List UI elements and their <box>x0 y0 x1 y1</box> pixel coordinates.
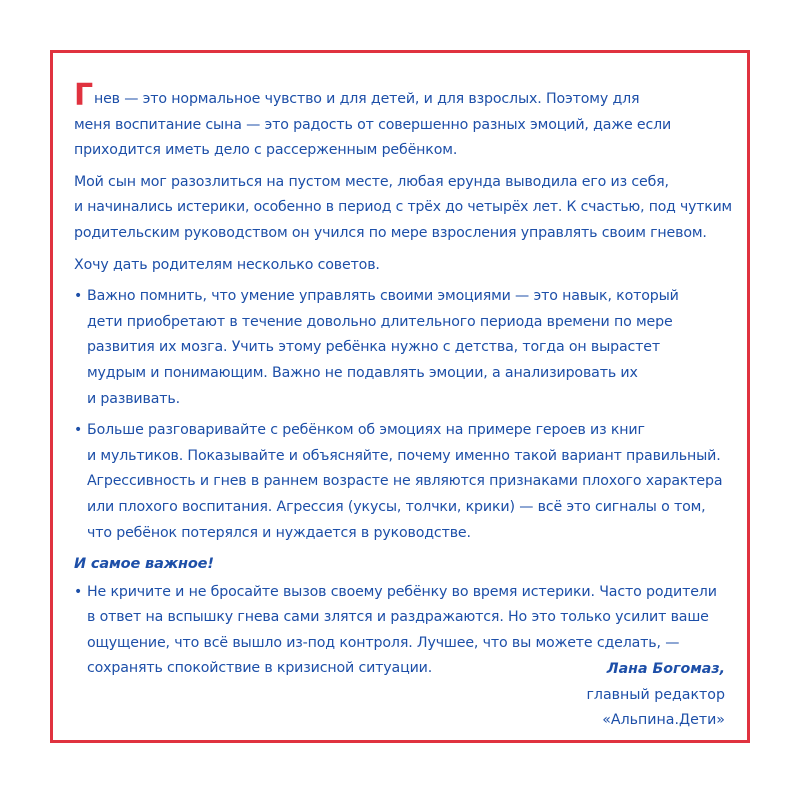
bullet-2-line-5: что ребёнок потерялся и нуждается в руководстве. <box>87 524 471 541</box>
son-paragraph <box>74 170 739 247</box>
drop-cap-letter: Г <box>74 78 93 113</box>
bullet-2-line-2: и мультиков. Показывайте и объясняйте, почему именно такой вариант правильный. <box>87 447 721 464</box>
bullet-1-line-2: дети приобретают в течение довольно длительного периода времени по мере <box>87 313 673 330</box>
author-title: главный редактор <box>586 686 725 703</box>
bullet-marker: • <box>74 583 83 600</box>
bullet-2-line-4: или плохого воспитания. Агрессия (укусы, толчки, крики) — всё это сигналы о том, <box>87 498 706 515</box>
bullet-marker: • <box>74 288 83 305</box>
bullet-3-line-2: в ответ на вспышку гнева сами злятся и раздражаются. Но это только усилит ваше <box>87 609 709 626</box>
bullet-1-line-3: развития их мозга. Учить этому ребёнка нужно с детства, тогда он вырастет <box>87 339 660 356</box>
advice-intro-paragraph <box>74 253 739 279</box>
bullet-1-line-4: мудрым и понимающим. Важно не подавлять эмоции, а анализировать их <box>87 364 638 381</box>
intro-paragraph <box>74 78 739 164</box>
bullet-item-2 <box>74 418 739 546</box>
bullet-3-line-3: ощущение, что всё вышло из-под контроля. Лучшее, что вы можете сделать, — <box>87 634 680 651</box>
bullet-1-line-1: Важно помнить, что умение управлять своими эмоциями — это навык, который <box>87 288 679 305</box>
bullet-2-line-1: Больше разговаривайте с ребёнком об эмоциях на примере героев из книг <box>87 422 645 439</box>
son-line-1: Мой сын мог разозлиться на пустом месте, любая ерунда выводила его из себя, <box>74 173 669 190</box>
intro-line-2: меня воспитание сына — это радость от совершенно разных эмоций, даже если <box>74 116 672 133</box>
author-organization: «Альпина.Дети» <box>602 712 725 729</box>
intro-line-1: Гнев — это нормальное чувство и для детей, и для взрослых. Поэтому для <box>74 78 640 113</box>
section-heading: И самое важное! <box>74 556 214 573</box>
bullet-3-line-1: Не кричите и не бросайте вызов своему ребёнку во время истерики. Часто родители <box>87 583 717 600</box>
advice-intro-line: Хочу дать родителям несколько советов. <box>74 256 380 273</box>
editorial-text <box>74 78 739 688</box>
bullet-2-line-3: Агрессивность и гнев в раннем возрасте не являются признаками плохого характера <box>87 473 723 490</box>
intro-line-3: приходится иметь дело с рассерженным ребёнком. <box>74 142 458 159</box>
bullet-marker: • <box>74 422 83 439</box>
bullet-item-1 <box>74 284 739 412</box>
son-line-2: и начинались истерики, особенно в период с трёх до четырёх лет. К счастью, под чутким <box>74 199 732 216</box>
bullet-1-line-5: и развивать. <box>87 390 180 407</box>
bullet-3-line-4: сохранять спокойствие в кризисной ситуации. <box>87 660 433 677</box>
author-name: Лана Богомаз, <box>606 661 725 677</box>
son-line-3: родительским руководством он учился по мере взросления управлять своим гневом. <box>74 224 707 241</box>
signature-block <box>586 657 725 734</box>
